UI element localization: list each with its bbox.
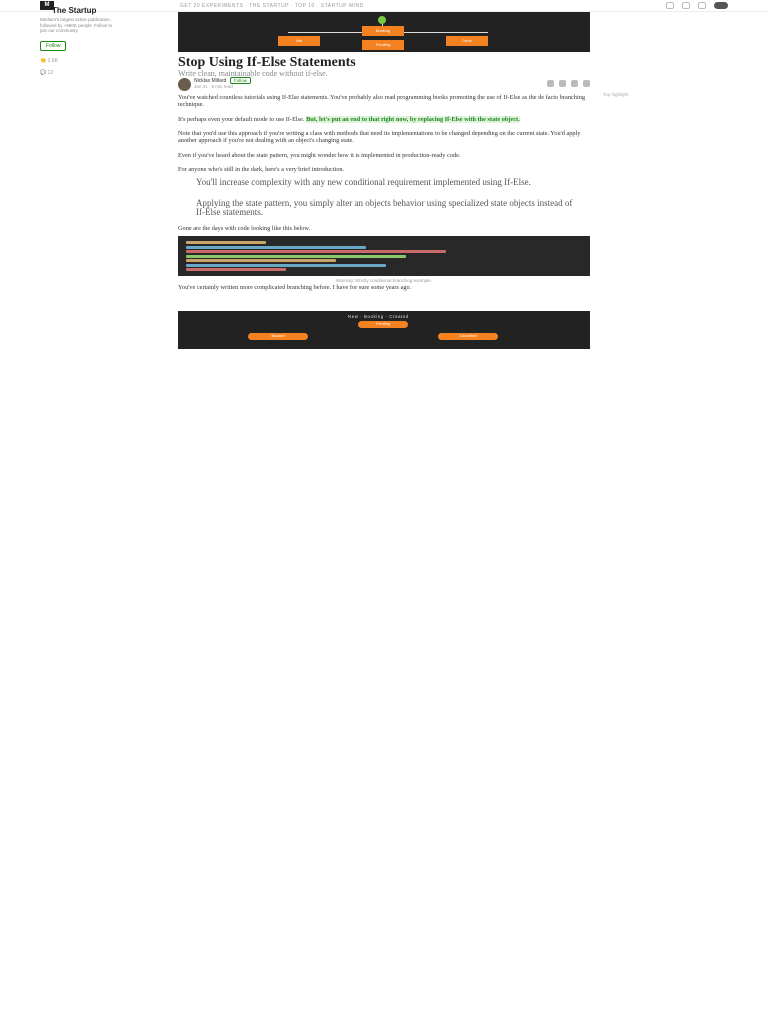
pull-quote: You'll increase complexity with any new conditional requirement implemented using If-Else. <box>196 177 531 187</box>
author-name[interactable]: Nicklas Millard <box>194 78 227 84</box>
paragraph: Even if you've heard about the state pattern, you might wonder how it is implemented in production-ready code. <box>178 152 461 159</box>
author-avatar[interactable] <box>178 78 191 91</box>
clap-count[interactable]: 👏 1.5K <box>40 57 58 64</box>
code-block <box>178 236 590 276</box>
publication-description: Medium's largest active publication, followed by +680K people. Follow to join our community. <box>40 17 113 33</box>
highlighted-text[interactable]: But, let's put an end to that right now, by replacing If-Else with the state object. <box>306 116 520 123</box>
code-caption: Warning: Strictly conditional branching example. <box>336 278 432 283</box>
nav-icons <box>666 2 728 9</box>
article-meta: Jan 31 · 8 min read <box>194 84 233 89</box>
facebook-icon[interactable] <box>571 80 578 87</box>
diagram-state: Cancelled <box>438 333 498 340</box>
publication-rail <box>40 6 115 76</box>
linkedin-icon[interactable] <box>559 80 566 87</box>
paragraph <box>178 117 590 124</box>
hero-box: Idle <box>278 36 320 46</box>
twitter-icon[interactable] <box>547 80 554 87</box>
diagram-title: New · Booking · Created <box>348 314 409 319</box>
diagram-state: Booked <box>248 333 308 340</box>
response-count-value: 12 <box>47 69 54 76</box>
follow-publication-button[interactable]: Follow <box>40 41 66 51</box>
hero-box: Done <box>446 36 488 46</box>
top-highlight-label: Top highlight <box>603 92 629 97</box>
follow-author-button[interactable]: Follow <box>230 77 251 84</box>
state-diagram <box>178 311 590 349</box>
paragraph-text: It's perhaps even your default mode to use If-Else. <box>178 116 307 123</box>
paragraph: You've certainly written more complicated branching before. I have for sure some years ago. <box>178 284 412 291</box>
medium-logo[interactable]: M <box>40 1 54 10</box>
publication-name[interactable]: The Startup <box>52 6 97 15</box>
bookmark-icon[interactable] <box>682 2 690 9</box>
paragraph: For anyone who's still in the dark, here's a very brief introduction. <box>178 166 345 173</box>
hero-box: Pending <box>362 40 404 50</box>
article-subtitle: Write clean, maintainable code without if-else. <box>178 69 328 78</box>
search-icon[interactable] <box>666 2 674 9</box>
avatar[interactable] <box>714 2 728 9</box>
paragraph: Note that you'd use this approach if you're writing a class with methods that need its implementations to be changed depending on the current state. You'd apply another approach if you're not dealing with an object's changing state. <box>178 130 581 144</box>
hero-image <box>178 12 590 52</box>
hero-box: Booking <box>362 26 404 36</box>
clap-count-value: 1.5K <box>47 57 58 64</box>
diagram-state: Pending <box>358 321 408 328</box>
paragraph: Gone are the days with code looking like this below. <box>178 225 311 232</box>
nav-links[interactable]: GET 20 EXPERIMENTS · THE STARTUP · TOP 10 · STARTUP MIND <box>180 3 364 9</box>
bell-icon[interactable] <box>698 2 706 9</box>
bookmark-icon[interactable] <box>583 80 590 87</box>
share-icons <box>547 80 590 87</box>
response-count[interactable]: 💬 12 <box>40 69 54 76</box>
byline <box>178 78 590 92</box>
article-title: Stop Using If-Else Statements <box>178 55 356 70</box>
pull-quote: Applying the state pattern, you simply alter an objects behavior using specialized state objects instead of If-Else statements. <box>196 198 573 217</box>
top-navbar <box>0 0 768 12</box>
paragraph: You've watched countless tutorials using If-Else statements. You've probably also read programming books promoting the use of If-Else as the de facto branching technique. <box>178 94 585 108</box>
hero-start-node <box>378 16 386 24</box>
